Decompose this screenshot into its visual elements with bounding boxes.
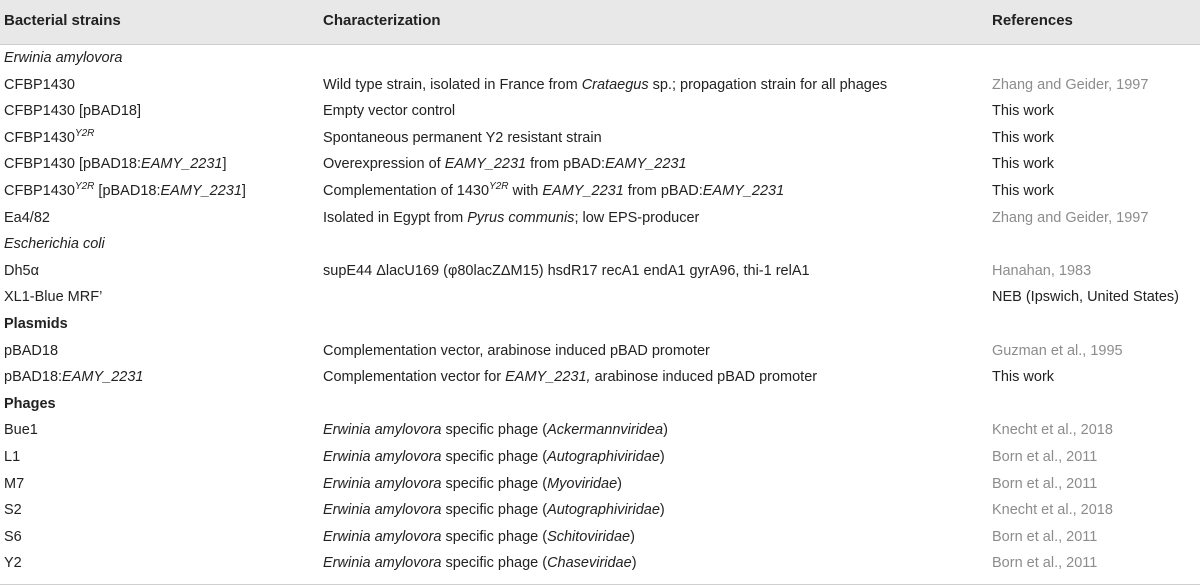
text-fragment: ] <box>241 182 246 199</box>
text-fragment: Wild type strain, isolated in France from <box>323 76 582 93</box>
text-fragment: CFBP1430 <box>4 182 75 199</box>
reference-cell: NEB (Ipswich, United States) <box>992 289 1179 306</box>
reference-cell: Born et al., 2011 <box>992 528 1098 545</box>
text-fragment: Complementation vector for <box>323 369 506 386</box>
strain-name: CFBP1430 <box>4 76 75 93</box>
table-row <box>0 364 1200 391</box>
section-row <box>0 311 1200 338</box>
reference-cell: This work <box>992 156 1055 173</box>
reference-cell: Born et al., 2011 <box>992 475 1098 492</box>
reference-cell: Knecht et al., 2018 <box>992 502 1113 519</box>
characterization-cell <box>323 205 699 232</box>
text-fragment: Isolated in Egypt from <box>323 209 468 226</box>
characterization-cell <box>323 72 887 99</box>
reference-cell: Hanahan, 1983 <box>992 262 1092 279</box>
text-fragment: Erwinia amylovora <box>323 422 442 439</box>
text-fragment: Autographiviridae <box>547 502 660 519</box>
text-fragment: Schitoviridae <box>547 528 631 545</box>
table-row <box>0 178 1200 205</box>
strain-name: Y2 <box>4 555 22 572</box>
text-fragment: specific phage ( <box>441 422 548 439</box>
section-row <box>0 45 1200 72</box>
strain-name: L1 <box>4 448 21 465</box>
strain-name: CFBP1430 [pBAD18] <box>4 103 142 120</box>
text-fragment: Y2R <box>74 181 95 193</box>
reference-cell: Guzman et al., 1995 <box>992 342 1123 359</box>
text-fragment: pBAD18: <box>4 369 63 386</box>
text-fragment: specific phage ( <box>441 555 548 572</box>
text-fragment: ) <box>663 422 668 439</box>
section-label: Escherichia coli <box>4 236 105 253</box>
strain-cell <box>4 338 58 365</box>
text-fragment: sp.; propagation strain for all phages <box>648 76 888 93</box>
section-label: Plasmids <box>4 315 68 332</box>
strain-cell <box>4 524 22 551</box>
text-fragment: ) <box>659 448 665 465</box>
table-row <box>0 98 1200 125</box>
text-fragment: specific phage ( <box>441 448 548 465</box>
strain-name: CFBP1430 <box>4 129 75 146</box>
text-fragment: Erwinia amylovora <box>323 555 442 572</box>
section-row <box>0 231 1200 258</box>
strain-cell <box>4 364 143 391</box>
characterization-cell <box>323 471 622 498</box>
text-fragment: ) <box>631 555 637 572</box>
strain-cell <box>4 151 226 178</box>
characterization-cell <box>323 151 687 178</box>
strain-cell <box>4 258 39 285</box>
text-fragment: ) <box>630 528 635 545</box>
strain-name: S2 <box>4 502 22 519</box>
strain-cell <box>4 98 141 125</box>
characterization-cell <box>323 497 665 524</box>
text-fragment: EAMY_2231 <box>542 182 624 199</box>
text-fragment: [pBAD18: <box>94 182 161 199</box>
text-fragment: ) <box>617 475 623 492</box>
text-fragment: Erwinia amylovora <box>323 448 442 465</box>
reference-cell: Born et al., 2011 <box>992 555 1098 572</box>
strain-name: Bue1 <box>4 422 38 439</box>
characterization-cell <box>323 417 668 444</box>
strain-cell <box>4 125 94 152</box>
text-fragment: Erwinia amylovora <box>323 528 442 545</box>
text-fragment: EAMY_2231 <box>444 156 527 173</box>
reference-cell: This work <box>992 103 1055 120</box>
text-fragment: Overexpression of <box>323 156 445 173</box>
text-fragment: Ackermannviridea <box>547 422 664 439</box>
text-fragment: supE44 ΔlacU169 (φ80lacZΔM15) hsdR17 recA1 endA1 gyrA96, thi-1 relA1 <box>323 262 810 279</box>
table-row <box>0 125 1200 152</box>
table-row <box>0 417 1200 444</box>
strain-cell <box>4 471 24 498</box>
text-fragment: Autographiviridae <box>547 448 660 465</box>
strain-cell <box>4 444 20 471</box>
table-row <box>0 497 1200 524</box>
strain-cell <box>4 205 50 232</box>
strain-cell <box>4 72 75 99</box>
strain-cell <box>4 497 22 524</box>
strain-cell <box>4 550 22 577</box>
reference-cell: This work <box>992 182 1055 199</box>
text-fragment: specific phage ( <box>441 528 548 545</box>
text-fragment: Myoviridae <box>547 475 618 492</box>
characterization-cell <box>323 125 602 152</box>
strain-cell <box>4 417 38 444</box>
text-fragment: ) <box>659 502 665 519</box>
table-row <box>0 471 1200 498</box>
strain-superscript: Y2R <box>74 127 95 139</box>
text-fragment: Empty vector control <box>323 103 456 120</box>
text-fragment: EAMY_2231 <box>702 182 785 199</box>
table-row <box>0 550 1200 577</box>
text-fragment: EAMY_2231 <box>605 156 687 173</box>
table-row <box>0 338 1200 365</box>
strain-name: XL1-Blue MRF’ <box>4 289 103 306</box>
reference-cell: This work <box>992 129 1055 146</box>
strain-name: M7 <box>4 475 25 492</box>
text-fragment: specific phage ( <box>441 502 548 519</box>
header-references: References <box>992 12 1073 29</box>
text-fragment: ] <box>222 156 227 173</box>
text-fragment: arabinose induced pBAD promoter <box>590 369 818 386</box>
strain-name: Ea4/82 <box>4 209 50 226</box>
text-fragment: EAMY_2231 <box>160 182 242 199</box>
text-fragment: Spontaneous permanent Y2 resistant strain <box>323 129 602 146</box>
table-header <box>0 0 1200 45</box>
table-row <box>0 151 1200 178</box>
characterization-cell <box>323 444 665 471</box>
text-fragment: from pBAD: <box>623 182 703 199</box>
characterization-cell <box>323 258 810 285</box>
text-fragment: Crataegus <box>581 76 649 93</box>
text-fragment: from pBAD: <box>526 156 606 173</box>
text-fragment: with <box>508 182 543 199</box>
text-fragment: CFBP1430 [pBAD18: <box>4 156 142 173</box>
characterization-cell <box>323 338 710 365</box>
reference-cell: This work <box>992 369 1055 386</box>
reference-cell: Zhang and Geider, 1997 <box>992 76 1149 93</box>
strain-cell <box>4 178 246 205</box>
text-fragment: specific phage ( <box>441 475 548 492</box>
text-fragment: Complementation vector, arabinose induced pBAD promoter <box>323 342 710 359</box>
table-row <box>0 524 1200 551</box>
strain-name: pBAD18 <box>4 342 59 359</box>
strain-cell <box>4 284 102 311</box>
table-body <box>0 45 1200 577</box>
characterization-cell <box>323 178 784 205</box>
text-fragment: Complementation of 1430 <box>323 182 490 199</box>
text-fragment: Pyrus communis <box>467 209 575 226</box>
section-label: Phages <box>4 395 56 412</box>
table-row <box>0 444 1200 471</box>
strain-name: Dh5α <box>4 262 39 279</box>
reference-cell: Zhang and Geider, 1997 <box>992 209 1149 226</box>
text-fragment: Erwinia amylovora <box>323 475 442 492</box>
characterization-cell <box>323 524 635 551</box>
text-fragment: Chaseviridae <box>547 555 632 572</box>
text-fragment: EAMY_2231, <box>505 369 591 386</box>
text-fragment: Erwinia amylovora <box>323 502 442 519</box>
reference-cell: Born et al., 2011 <box>992 448 1098 465</box>
table-row <box>0 72 1200 99</box>
header-bacterial-strains: Bacterial strains <box>4 12 121 29</box>
strain-name: S6 <box>4 528 22 545</box>
table-row <box>0 284 1200 311</box>
header-characterization: Characterization <box>323 12 441 29</box>
text-fragment: Y2R <box>489 181 509 193</box>
text-fragment: EAMY_2231 <box>62 369 144 386</box>
characterization-cell <box>323 550 637 577</box>
text-fragment: EAMY_2231 <box>141 156 223 173</box>
characterization-cell <box>323 98 455 125</box>
table-row <box>0 205 1200 232</box>
table-row <box>0 258 1200 285</box>
characterization-cell <box>323 364 817 391</box>
reference-cell: Knecht et al., 2018 <box>992 422 1113 439</box>
section-label: Erwinia amylovora <box>4 50 123 66</box>
section-row <box>0 391 1200 418</box>
text-fragment: ; low EPS-producer <box>574 209 700 226</box>
